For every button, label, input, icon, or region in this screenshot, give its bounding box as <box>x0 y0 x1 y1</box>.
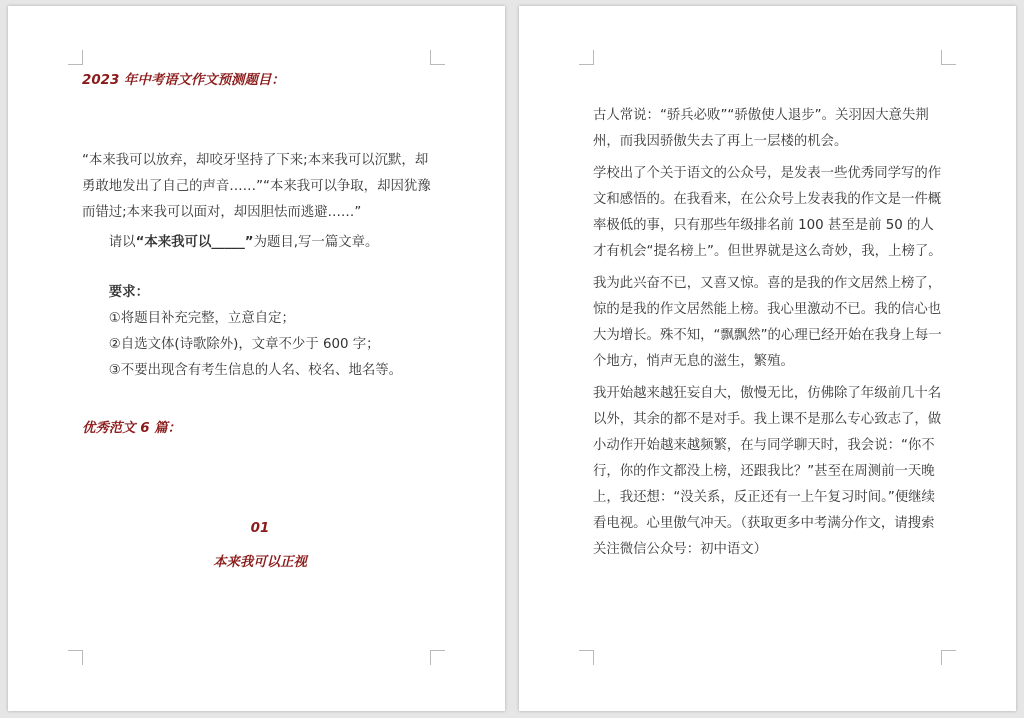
margin-corner-mark <box>68 50 83 65</box>
requirement-item: ③不要出现含有考生信息的人名、校名、地名等。 <box>108 363 403 378</box>
requirement-item: ①将题目补充完整，立意自定； <box>108 311 295 326</box>
prompt-post: 为题目,写一篇文章。 <box>253 235 379 250</box>
prompt-quote: “本来我可以放弃，却咬牙坚持了下来;本来我可以沉默，却勇敢地发出了自己的声音……”“本来我可以争取，却因犹豫而错过;本来我可以面对，却因胆怯而逃避……” <box>82 153 431 220</box>
prompt-instruction <box>82 230 438 256</box>
prompt-pre: 请以 <box>108 235 136 250</box>
essay-paragraph: 我开始越来越狂妄自大，傲慢无比，仿佛除了年级前几十名以外，其余的都不是对手。我上课不是那么专心致志了，做小动作开始越来越频繁，在与同学聊天时，我会说：“你不行，你的作文都没上榜，还跟我比？”甚至在周测前一天晚上，我还想：“没关系，反正还有一上午复习时间。”便继续看电视。心里傲气冲天。（获取更多中考满分作文，请搜索关注微信公众号：初中语文） <box>593 386 942 557</box>
samples-heading: 优秀范文 6 篇： <box>82 421 181 436</box>
margin-corner-mark <box>941 50 956 65</box>
margin-corner-mark <box>430 50 445 65</box>
margin-corner-mark <box>68 650 83 665</box>
requirement-item: ②自选文体(诗歌除外)，文章不少于 600 字； <box>108 337 380 352</box>
prompt-title-blank: “本来我可以_____” <box>135 235 254 250</box>
margin-corner-mark <box>430 650 445 665</box>
document-page-right <box>519 6 1016 711</box>
requirements-title: 要求： <box>108 285 149 300</box>
margin-corner-mark <box>579 650 594 665</box>
essay-paragraph: 古人常说：“骄兵必败”“骄傲使人退步”。关羽因大意失荆州，而我因骄傲失去了再上一层楼的机会。 <box>593 108 929 149</box>
essay-paragraph: 学校出了个关于语文的公众号，是发表一些优秀同学写的作文和感悟的。在我看来，在公众号上发表我的作文是一件概率极低的事，只有那些年级排名前 100 甚至是前 50 的人才有机会“提名榜上”。但世界就是这么奇妙，我，上榜了。 <box>593 166 942 259</box>
essay-paragraph: 我为此兴奋不已，又喜又惊。喜的是我的作文居然上榜了，惊的是我的作文居然能上榜。我心里激动不已。我的信心也大为增长。殊不知，“飘飘然”的心理已经开始在我身上每一个地方，悄声无息的滋生，繁殖。 <box>593 276 942 369</box>
right-page-content <box>593 103 945 569</box>
margin-corner-mark <box>579 50 594 65</box>
essay-title: 本来我可以正视 <box>213 555 307 570</box>
left-page-content <box>82 68 438 576</box>
page-title: 2023 年中考语文作文预测题目： <box>82 73 285 88</box>
document-page-left <box>8 6 505 711</box>
margin-corner-mark <box>941 650 956 665</box>
essay-number: 01 <box>250 521 270 536</box>
